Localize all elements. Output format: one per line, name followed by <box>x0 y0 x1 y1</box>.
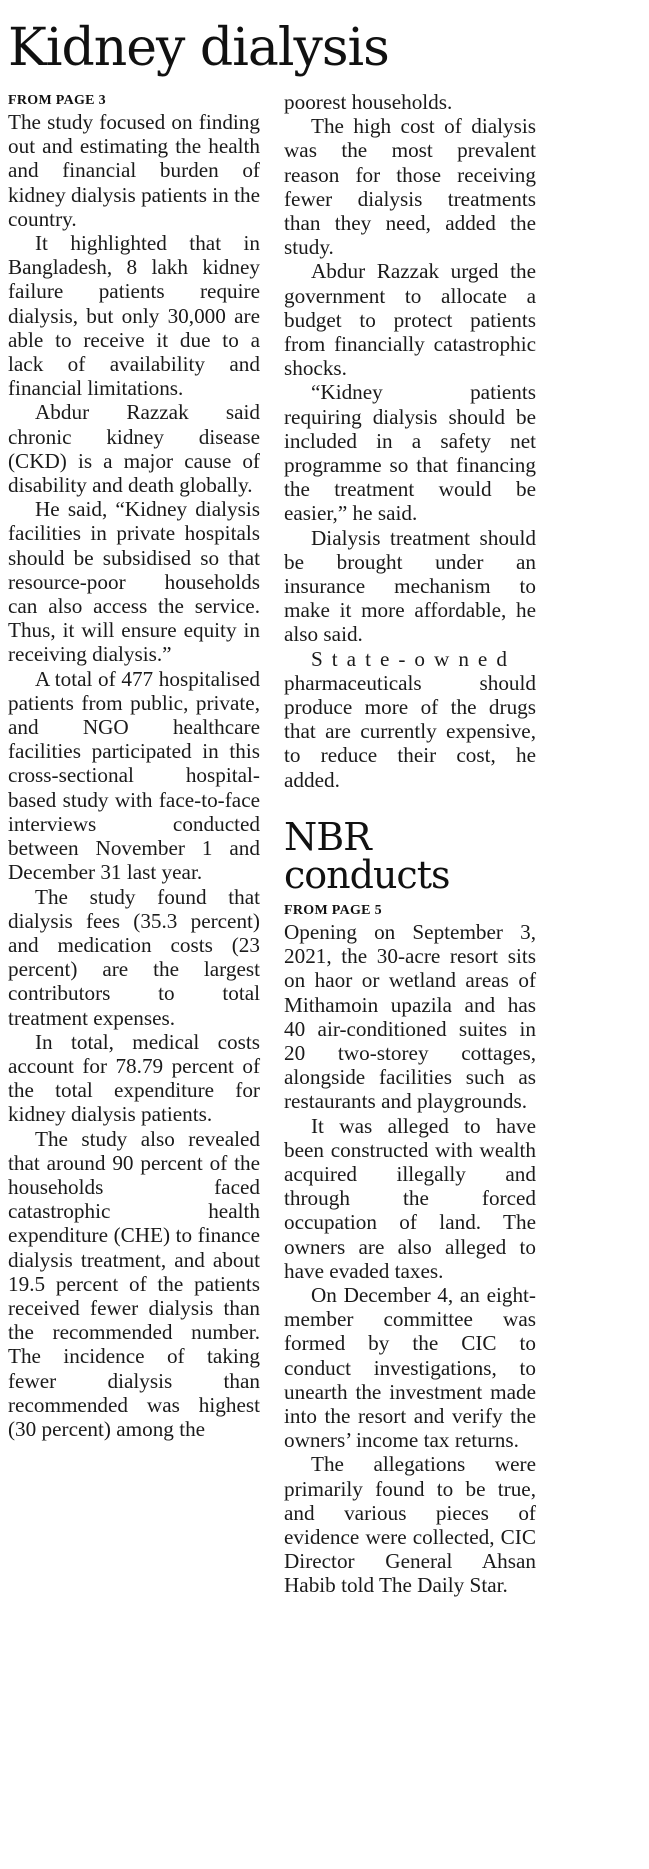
article-column-left <box>8 92 260 1441</box>
article-paragraph: The study also revealed that around 90 percent of the households faced catastrophic health expenditure (CHE) to finance dialysis treatment, and about 19.5 percent of the patients received fewer dialysis than the recommended number. The incidence of taking fewer dialysis than recommended was highest (30 percent) among the <box>8 1126 260 1441</box>
nbr-conducts-headline: NBR conducts <box>284 814 450 897</box>
nbr-conducts-kicker: FROM PAGE 5 <box>284 902 382 918</box>
article-paragraph: The study focused on finding out and estimating the health and financial burden of kidney dialysis patients in the country. <box>8 110 260 231</box>
article-paragraph: He said, “Kidney dialysis facilities in private hospitals should be subsidised so that resource-poor households can also access the service. Thus, it will ensure equity in receiving dialysis.” <box>8 497 260 667</box>
article-paragraph: It was alleged to have been constructed with wealth acquired illegally and through the forced occupation of land. The owners are also alleged to have evaded taxes. <box>284 1113 536 1283</box>
article-paragraph: Dialysis treatment should be brought under an insurance mechanism to make it more affordable, he also said. <box>284 525 536 647</box>
kidney-dialysis-kicker: FROM PAGE 3 <box>8 93 106 108</box>
article-paragraph: State-owned <box>311 646 516 671</box>
article-paragraph: Abdur Razzak said chronic kidney disease (CKD) is a major cause of disability and death globally. <box>8 400 260 498</box>
article-paragraph: A total of 477 hospitalised patients from public, private, and NGO healthcare facilities participated in this cross-sectional hospital-based study with face-to-face interviews conducted between November 1 and December 31 last year. <box>8 666 260 885</box>
article-paragraph: Opening on September 3, 2021, the 30-acre resort sits on haor or wetland areas of Mithamoin upazila and has 40 air-conditioned suites in 20 two-storey cottages, alongside facilities such as restaurants and playgrounds. <box>284 919 536 1114</box>
article-paragraph: It highlighted that in Bangladesh, 8 lakh kidney failure patients require dialysis, but only 30,000 are able to receive it due to a lack of availability and financial limitations. <box>8 231 260 401</box>
article-column-right <box>284 90 536 1598</box>
article-paragraph: pharmaceuticals should produce more of the drugs that are currently expensive, to reduce their cost, he added. <box>284 670 536 792</box>
kidney-dialysis-headline: Kidney dialysis <box>8 18 389 78</box>
article-paragraph: The high cost of dialysis was the most prevalent reason for those receiving fewer dialysis treatments than they need, added the study. <box>284 114 536 260</box>
article-paragraph: In total, medical costs account for 78.79 percent of the total expenditure for kidney dialysis patients. <box>8 1029 260 1127</box>
article-paragraph: “Kidney patients requiring dialysis should be included in a safety net programme so that financing the treatment would be easier,” he said. <box>284 380 536 526</box>
article-paragraph: On December 4, an eight-member committee was formed by the CIC to conduct investigations, to unearth the investment made into the resort and verify the owners’ income tax returns. <box>284 1282 536 1453</box>
article-paragraph: The allegations were primarily found to be true, and various pieces of evidence were collected, CIC Director General Ahsan Habib told The Daily Star. <box>284 1452 536 1598</box>
article-paragraph: Abdur Razzak urged the government to allocate a budget to protect patients from financially catastrophic shocks. <box>284 259 536 381</box>
article-paragraph: The study found that dialysis fees (35.3 percent) and medication costs (23 percent) are the largest contributors to total treatment expenses. <box>8 884 260 1030</box>
article-paragraph: poorest households. <box>284 90 453 114</box>
